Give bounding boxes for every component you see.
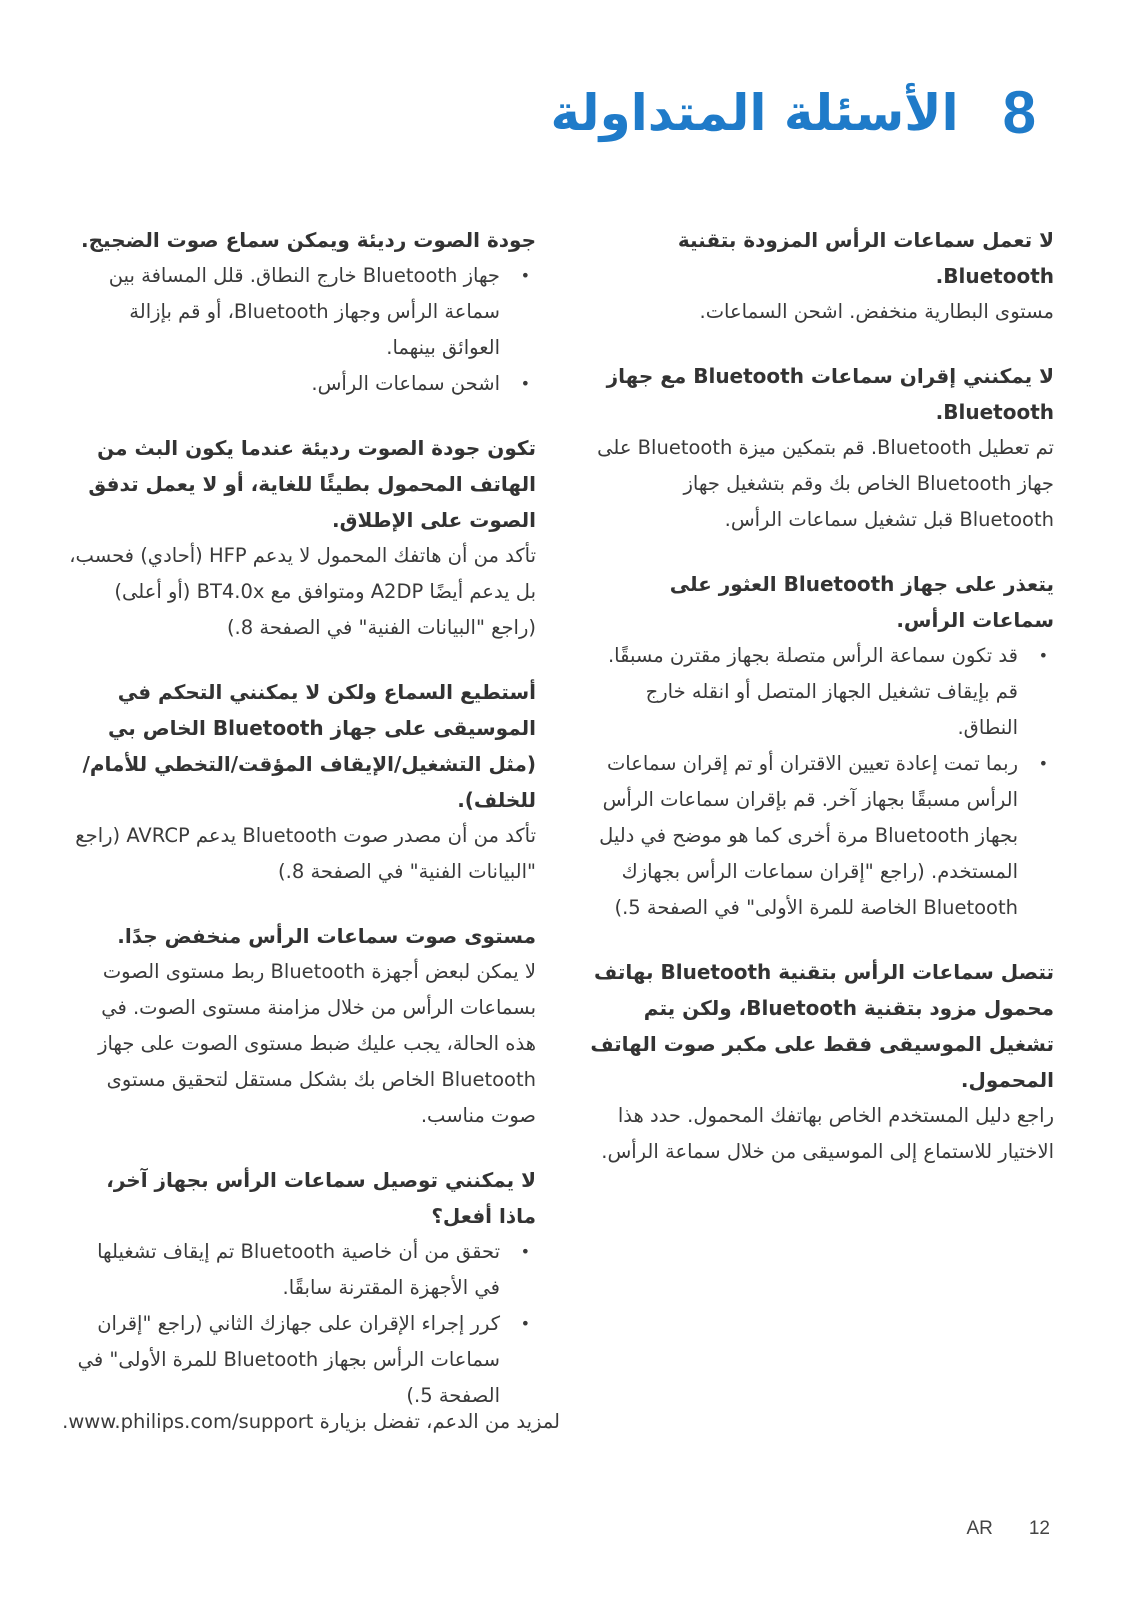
faq-answer: مستوى البطارية منخفض. اشحن السماعات. <box>699 300 1054 323</box>
faq-item <box>584 358 1054 538</box>
page-number: 12 <box>1028 1518 1050 1539</box>
faq-answer: تأكد من أن مصدر صوت Bluetooth يدعم AVRCP (راجع "البيانات الفنية" في الصفحة 8.) <box>75 824 536 883</box>
faq-bullet: • اشحن سماعات الرأس. <box>66 366 500 402</box>
faq-item <box>66 222 536 402</box>
faq-question: لا يمكنني توصيل سماعات الرأس بجهاز آخر، ماذا أفعل؟ <box>106 1168 536 1228</box>
faq-question: لا تعمل سماعات الرأس المزودة بتقنية Bluetooth. <box>677 228 1054 288</box>
faq-bullet-list <box>584 638 1054 926</box>
faq-answer: تأكد من أن هاتفك المحمول لا يدعم HFP (أحادي) فحسب، بل يدعم أيضًا A2DP ومتوافق مع BT4.0x (أو أعلى) (راجع "البيانات الفنية" في الصفحة 8.) <box>69 544 536 639</box>
faq-question: جودة الصوت رديئة ويمكن سماع صوت الضجيج. <box>81 228 536 252</box>
page-footer <box>930 1518 1050 1540</box>
faq-column-right <box>584 222 1054 1198</box>
faq-question: مستوى صوت سماعات الرأس منخفض جدًا. <box>117 924 536 948</box>
faq-item <box>66 918 536 1134</box>
faq-question: يتعذر على جهاز Bluetooth العثور على سماعات الرأس. <box>669 572 1054 632</box>
support-note: لمزيد من الدعم، تفضل بزيارة www.philips.com/support. <box>62 1410 560 1433</box>
faq-answer: تم تعطيل Bluetooth. قم بتمكين ميزة Bluetooth على جهاز Bluetooth الخاص بك وقم بتشغيل جهاز Bluetooth قبل تشغيل سماعات الرأس. <box>597 436 1054 531</box>
faq-item <box>66 1162 536 1414</box>
faq-question: تكون جودة الصوت رديئة عندما يكون البث من الهاتف المحمول بطيئًا للغاية، أو لا يعمل تدفق الصوت على الإطلاق. <box>88 436 536 532</box>
faq-question: أستطيع السماع ولكن لا يمكنني التحكم في الموسيقى على جهاز Bluetooth الخاص بي (مثل التشغيل/الإيقاف المؤقت/التخطي للأمام/للخلف). <box>82 680 536 812</box>
faq-item <box>584 954 1054 1170</box>
faq-question: تتصل سماعات الرأس بتقنية Bluetooth بهاتف محمول مزود بتقنية Bluetooth، ولكن يتم تشغيل الموسيقى فقط على مكبر صوت الهاتف المحمول. <box>590 960 1054 1092</box>
faq-answer: لا يمكن لبعض أجهزة Bluetooth ربط مستوى الصوت بسماعات الرأس من خلال مزامنة مستوى الصوت. في هذه الحالة، يجب عليك ضبط مستوى الصوت على جهاز Bluetooth الخاص بك بشكل مستقل لتحقيق مستوى صوت مناسب. <box>98 960 536 1127</box>
faq-bullet-list <box>66 258 536 402</box>
faq-item <box>584 566 1054 926</box>
faq-question: لا يمكنني إقران سماعات Bluetooth مع جهاز Bluetooth. <box>606 364 1054 424</box>
heading-title: الأسئلة المتداولة <box>550 83 959 142</box>
faq-bullet: • كرر إجراء الإقران على جهازك الثاني (راجع "إقران سماعات الرأس بجهاز Bluetooth للمرة الأولى" في الصفحة 5.) <box>66 1306 500 1414</box>
faq-bullet: • تحقق من أن خاصية Bluetooth تم إيقاف تشغيلها في الأجهزة المقترنة سابقًا. <box>66 1234 500 1306</box>
faq-bullet-list <box>66 1234 536 1414</box>
heading-number: 8 <box>1002 79 1036 146</box>
language-code: AR <box>966 1518 993 1539</box>
faq-column-left <box>66 222 536 1442</box>
faq-answer: راجع دليل المستخدم الخاص بهاتفك المحمول. حدد هذا الاختيار للاستماع إلى الموسيقى من خلال سماعة الرأس. <box>601 1104 1054 1163</box>
page-heading <box>550 78 1036 147</box>
faq-bullet: • جهاز Bluetooth خارج النطاق. قلل المسافة بين سماعة الرأس وجهاز Bluetooth، أو قم بإزالة العوائق بينهما. <box>66 258 500 366</box>
faq-item <box>66 430 536 646</box>
faq-bullet: • ربما تمت إعادة تعيين الاقتران أو تم إقران سماعات الرأس مسبقًا بجهاز آخر. قم بإقران سماعات الرأس بجهاز Bluetooth مرة أخرى كما هو موضح في دليل المستخدم. (راجع "إقران سماعات الرأس بجهازك Bluetooth الخاصة للمرة الأولى" في الصفحة 5.) <box>584 746 1018 926</box>
faq-item <box>584 222 1054 330</box>
faq-item <box>66 674 536 890</box>
faq-bullet: • قد تكون سماعة الرأس متصلة بجهاز مقترن مسبقًا. قم بإيقاف تشغيل الجهاز المتصل أو انقله خارج النطاق. <box>584 638 1018 746</box>
